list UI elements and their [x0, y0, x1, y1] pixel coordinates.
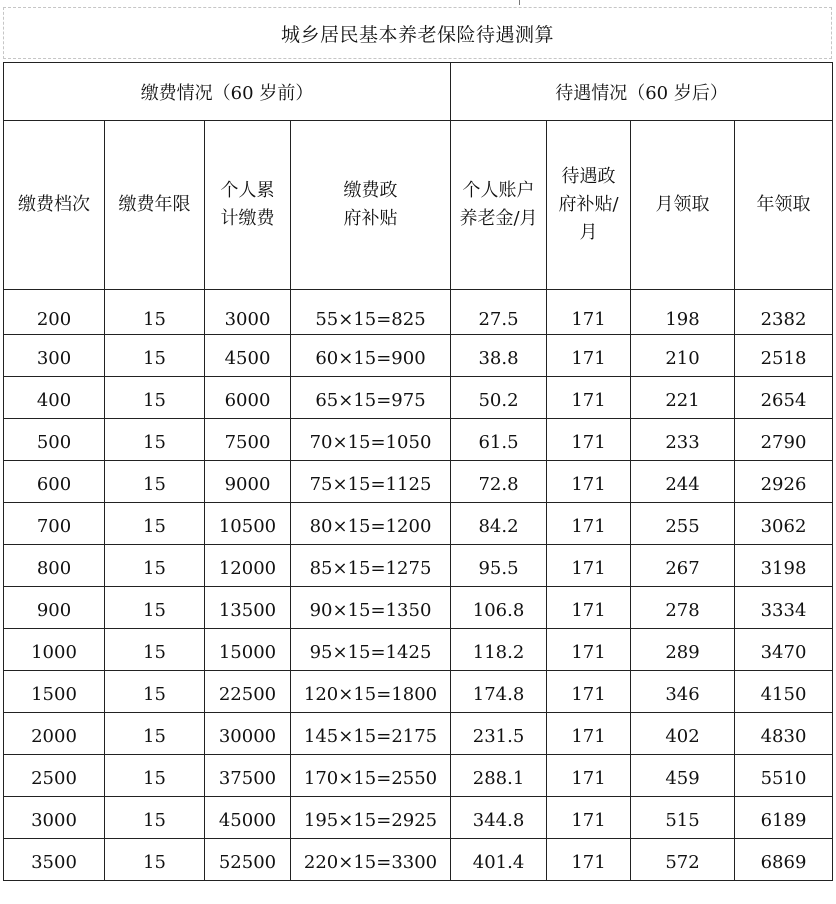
top-tick-mark	[519, 0, 520, 5]
cell-yearly-amount: 3062	[735, 503, 833, 545]
cell-contribution-level: 1000	[4, 629, 105, 671]
table-row	[4, 671, 833, 713]
cell-payment-subsidy: 75×15=1125	[291, 461, 451, 503]
cell-monthly-amount: 346	[631, 671, 735, 713]
cell-yearly-amount: 3470	[735, 629, 833, 671]
header-line: 缴费档次	[18, 194, 90, 215]
cell-benefit-subsidy: 171	[547, 419, 631, 461]
table-row	[4, 503, 833, 545]
col-header-monthly-amount	[631, 121, 735, 290]
cell-contribution-level: 600	[4, 461, 105, 503]
cell-payment-subsidy: 195×15=2925	[291, 797, 451, 839]
cell-monthly-amount: 289	[631, 629, 735, 671]
cell-cumulative-payment: 45000	[205, 797, 291, 839]
cell-account-pension: 95.5	[451, 545, 547, 587]
table-row	[4, 755, 833, 797]
cell-benefit-subsidy: 171	[547, 587, 631, 629]
cell-yearly-amount: 5510	[735, 755, 833, 797]
col-header-contribution-years	[105, 121, 205, 290]
cell-contribution-level: 2500	[4, 755, 105, 797]
cell-account-pension: 84.2	[451, 503, 547, 545]
cell-yearly-amount: 6189	[735, 797, 833, 839]
cell-yearly-amount: 6869	[735, 839, 833, 881]
table-row	[4, 797, 833, 839]
cell-benefit-subsidy: 171	[547, 545, 631, 587]
cell-monthly-amount: 221	[631, 377, 735, 419]
cell-payment-subsidy: 220×15=3300	[291, 839, 451, 881]
cell-account-pension: 38.8	[451, 335, 547, 377]
group-header-benefit: 待遇情况（60 岁后）	[451, 63, 833, 121]
cell-payment-subsidy: 120×15=1800	[291, 671, 451, 713]
table-row	[4, 290, 833, 335]
header-line: 待遇政	[561, 166, 616, 187]
cell-contribution-level: 700	[4, 503, 105, 545]
cell-account-pension: 118.2	[451, 629, 547, 671]
cell-payment-subsidy: 85×15=1275	[291, 545, 451, 587]
table-row	[4, 839, 833, 881]
cell-account-pension: 231.5	[451, 713, 547, 755]
cell-benefit-subsidy: 171	[547, 713, 631, 755]
cell-contribution-years: 15	[105, 713, 205, 755]
cell-benefit-subsidy: 171	[547, 797, 631, 839]
cell-cumulative-payment: 52500	[205, 839, 291, 881]
cell-contribution-years: 15	[105, 419, 205, 461]
header-line: 个人账户	[462, 180, 535, 201]
cell-contribution-years: 15	[105, 755, 205, 797]
cell-contribution-years: 15	[105, 461, 205, 503]
cell-payment-subsidy: 170×15=2550	[291, 755, 451, 797]
table-row	[4, 545, 833, 587]
cell-payment-subsidy: 65×15=975	[291, 377, 451, 419]
header-line: 缴费政	[343, 180, 398, 201]
cell-cumulative-payment: 9000	[205, 461, 291, 503]
cell-benefit-subsidy: 171	[547, 629, 631, 671]
cell-benefit-subsidy: 171	[547, 755, 631, 797]
table-row	[4, 335, 833, 377]
table-row	[4, 461, 833, 503]
cell-benefit-subsidy: 171	[547, 290, 631, 335]
cell-account-pension: 27.5	[451, 290, 547, 335]
cell-contribution-years: 15	[105, 290, 205, 335]
cell-account-pension: 174.8	[451, 671, 547, 713]
cell-yearly-amount: 2790	[735, 419, 833, 461]
cell-contribution-level: 200	[4, 290, 105, 335]
cell-benefit-subsidy: 171	[547, 377, 631, 419]
cell-cumulative-payment: 10500	[205, 503, 291, 545]
cell-contribution-years: 15	[105, 545, 205, 587]
header-line: 养老金/月	[459, 208, 538, 229]
cell-contribution-years: 15	[105, 671, 205, 713]
header-line: 府补贴/	[558, 194, 619, 215]
cell-account-pension: 72.8	[451, 461, 547, 503]
cell-benefit-subsidy: 171	[547, 461, 631, 503]
cell-account-pension: 106.8	[451, 587, 547, 629]
cell-payment-subsidy: 80×15=1200	[291, 503, 451, 545]
cell-contribution-level: 400	[4, 377, 105, 419]
cell-benefit-subsidy: 171	[547, 671, 631, 713]
table-row	[4, 419, 833, 461]
cell-cumulative-payment: 22500	[205, 671, 291, 713]
header-line: 年领取	[756, 194, 811, 215]
cell-payment-subsidy: 70×15=1050	[291, 419, 451, 461]
cell-cumulative-payment: 30000	[205, 713, 291, 755]
table-row	[4, 713, 833, 755]
cell-monthly-amount: 459	[631, 755, 735, 797]
table-row	[4, 587, 833, 629]
cell-payment-subsidy: 90×15=1350	[291, 587, 451, 629]
table-row	[4, 629, 833, 671]
cell-account-pension: 344.8	[451, 797, 547, 839]
cell-monthly-amount: 267	[631, 545, 735, 587]
header-line: 府补贴	[343, 208, 398, 229]
cell-contribution-level: 300	[4, 335, 105, 377]
cell-contribution-years: 15	[105, 629, 205, 671]
cell-cumulative-payment: 37500	[205, 755, 291, 797]
col-header-benefit-subsidy	[547, 121, 631, 290]
cell-monthly-amount: 402	[631, 713, 735, 755]
cell-payment-subsidy: 60×15=900	[291, 335, 451, 377]
cell-cumulative-payment: 15000	[205, 629, 291, 671]
cell-account-pension: 288.1	[451, 755, 547, 797]
table-row	[4, 377, 833, 419]
cell-contribution-years: 15	[105, 587, 205, 629]
header-line: 计缴费	[220, 208, 275, 229]
cell-monthly-amount: 244	[631, 461, 735, 503]
pension-table	[3, 62, 833, 881]
cell-yearly-amount: 2926	[735, 461, 833, 503]
cell-yearly-amount: 3198	[735, 545, 833, 587]
col-header-account-pension	[451, 121, 547, 290]
cell-benefit-subsidy: 171	[547, 503, 631, 545]
cell-account-pension: 50.2	[451, 377, 547, 419]
cell-account-pension: 61.5	[451, 419, 547, 461]
cell-yearly-amount: 4830	[735, 713, 833, 755]
cell-yearly-amount: 2518	[735, 335, 833, 377]
cell-yearly-amount: 4150	[735, 671, 833, 713]
cell-account-pension: 401.4	[451, 839, 547, 881]
cell-contribution-years: 15	[105, 335, 205, 377]
cell-contribution-level: 2000	[4, 713, 105, 755]
col-header-cumulative-payment	[205, 121, 291, 290]
cell-monthly-amount: 255	[631, 503, 735, 545]
cell-yearly-amount: 2382	[735, 290, 833, 335]
cell-contribution-level: 900	[4, 587, 105, 629]
col-header-yearly-amount	[735, 121, 833, 290]
cell-payment-subsidy: 55×15=825	[291, 290, 451, 335]
cell-contribution-level: 1500	[4, 671, 105, 713]
cell-contribution-years: 15	[105, 797, 205, 839]
cell-cumulative-payment: 7500	[205, 419, 291, 461]
cell-contribution-level: 500	[4, 419, 105, 461]
table-title: 城乡居民基本养老保险待遇测算	[3, 7, 832, 59]
cell-benefit-subsidy: 171	[547, 335, 631, 377]
cell-cumulative-payment: 3000	[205, 290, 291, 335]
cell-cumulative-payment: 4500	[205, 335, 291, 377]
cell-yearly-amount: 2654	[735, 377, 833, 419]
cell-yearly-amount: 3334	[735, 587, 833, 629]
cell-monthly-amount: 233	[631, 419, 735, 461]
group-header-row	[4, 63, 833, 121]
cell-cumulative-payment: 13500	[205, 587, 291, 629]
header-line: 个人累	[220, 180, 275, 201]
cell-contribution-years: 15	[105, 377, 205, 419]
group-header-contribution: 缴费情况（60 岁前）	[4, 63, 451, 121]
cell-payment-subsidy: 145×15=2175	[291, 713, 451, 755]
col-header-payment-subsidy	[291, 121, 451, 290]
cell-monthly-amount: 278	[631, 587, 735, 629]
cell-cumulative-payment: 6000	[205, 377, 291, 419]
cell-monthly-amount: 210	[631, 335, 735, 377]
cell-monthly-amount: 572	[631, 839, 735, 881]
cell-monthly-amount: 515	[631, 797, 735, 839]
cell-contribution-level: 3000	[4, 797, 105, 839]
cell-payment-subsidy: 95×15=1425	[291, 629, 451, 671]
cell-contribution-level: 3500	[4, 839, 105, 881]
header-line: 月	[579, 222, 598, 243]
cell-benefit-subsidy: 171	[547, 839, 631, 881]
header-line: 月领取	[655, 194, 710, 215]
cell-contribution-level: 800	[4, 545, 105, 587]
col-header-contribution-level	[4, 121, 105, 290]
cell-monthly-amount: 198	[631, 290, 735, 335]
table-body	[4, 290, 833, 881]
column-header-row	[4, 121, 833, 290]
cell-contribution-years: 15	[105, 503, 205, 545]
cell-contribution-years: 15	[105, 839, 205, 881]
header-line: 缴费年限	[118, 194, 191, 215]
cell-cumulative-payment: 12000	[205, 545, 291, 587]
